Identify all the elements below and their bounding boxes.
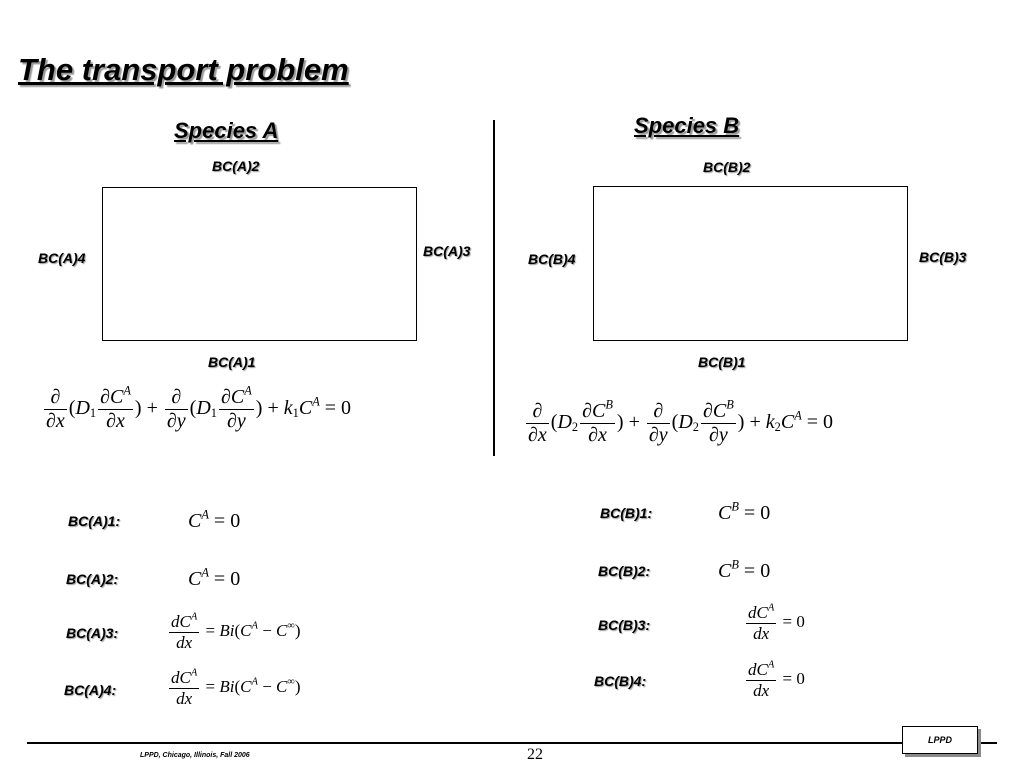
bc-a3-label: BC(A)3 xyxy=(423,243,471,259)
bc-a1-equation: $C^A = 0$ xyxy=(188,507,241,532)
bc-a4-equation: $\frac{dC^A}{dx}$ = $Bi(C^A - C^\infty)$ xyxy=(171,667,301,708)
vertical-divider xyxy=(493,120,495,456)
bc-a4-label: BC(A)4 xyxy=(38,250,86,266)
page-number: 22 xyxy=(527,746,543,763)
bc-a2-row-label: BC(A)2: xyxy=(66,571,119,587)
bc-b4-label: BC(B)4 xyxy=(528,251,576,267)
slide-title: The transport problem xyxy=(18,52,349,87)
bc-b2-label: BC(B)2 xyxy=(703,159,751,175)
bc-b3-row-label: BC(B)3: xyxy=(598,617,651,633)
bc-a3-row-label: BC(A)3: xyxy=(66,625,119,641)
bc-a3-equation: $\frac{dC^A}{dx}$ = $Bi(C^A - C^\infty)$ xyxy=(171,611,301,652)
equation-species-b: $\frac{\partial}{\partial x}$ ($D_2$ $\frac{\partial C^B}{\partial x}$ ) + $\frac{\partial}{\partial y}$ ($D_2$ $\frac{\partial C^B}{\partial y}$ ) + $k_2C^A = 0$ xyxy=(528,397,834,446)
bc-b2-equation: $C^B = 0$ xyxy=(718,557,771,582)
bc-a2-label: BC(A)2 xyxy=(212,158,260,174)
bc-b3-label: BC(B)3 xyxy=(919,249,967,265)
species-a-domain-box xyxy=(102,187,417,341)
species-b-heading: Species B xyxy=(634,113,740,138)
bc-a1-label: BC(A)1 xyxy=(208,354,256,370)
bc-a1-row-label: BC(A)1: xyxy=(68,513,121,529)
footer-rule xyxy=(27,742,997,744)
equation-species-a: $\frac{\partial}{\partial x}$ ($D_1$ $\frac{\partial C^A}{\partial x}$ ) + $\frac{\partial}{\partial y}$ ($D_1$ $\frac{\partial C^A}{\partial y}$ ) + $k_1C^A = 0$ xyxy=(46,383,352,432)
bc-b3-equation: $\frac{dC^A}{dx}$ = 0 xyxy=(748,602,805,643)
bc-b4-row-label: BC(B)4: xyxy=(594,673,647,689)
bc-a4-row-label: BC(A)4: xyxy=(64,682,117,698)
bc-a2-equation: $C^A = 0$ xyxy=(188,565,241,590)
bc-b1-row-label: BC(B)1: xyxy=(600,505,653,521)
bc-b1-label: BC(B)1 xyxy=(698,354,746,370)
lppd-logo xyxy=(902,726,978,754)
bc-b4-equation: $\frac{dC^A}{dx}$ = 0 xyxy=(748,659,805,700)
lppd-logo-text: LPPD xyxy=(927,735,952,745)
species-a-heading: Species A xyxy=(174,118,279,143)
species-b-domain-box xyxy=(593,186,908,341)
footer-text: LPPD, Chicago, Illinois, Fall 2006 xyxy=(140,752,250,759)
bc-b2-row-label: BC(B)2: xyxy=(598,563,651,579)
bc-b1-equation: $C^B = 0$ xyxy=(718,499,771,524)
